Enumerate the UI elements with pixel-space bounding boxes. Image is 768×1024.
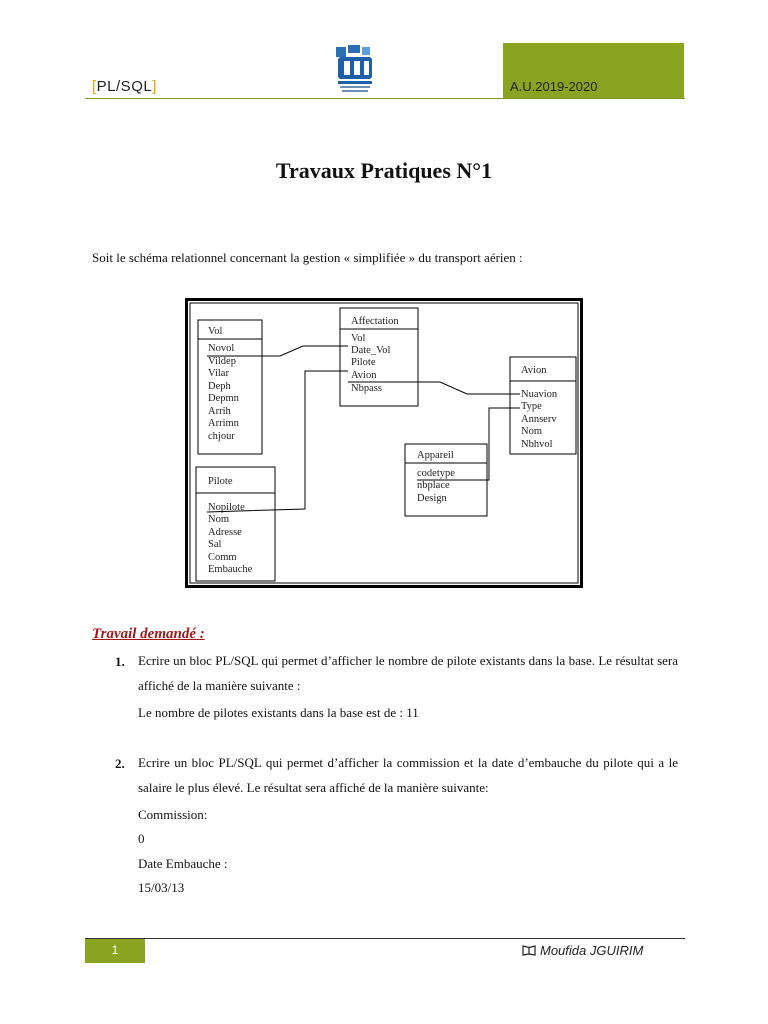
item-number: 2. [115,756,125,771]
svg-text:Nuavion: Nuavion [521,389,558,400]
section-title: Travail demandé : [92,626,205,642]
svg-text:chjour: chjour [208,431,235,442]
svg-text:Affectation: Affectation [351,316,399,327]
page-title: Travaux Pratiques N°1 [275,158,493,183]
svg-text:Nbhvol: Nbhvol [521,439,553,450]
table-affectation [340,308,418,406]
item-text: Ecrire un bloc PL/SQL qui permet d’afficher le nombre de pilote existants dans la base. Le résultat sera affiché de la manière suivante : [138,653,678,693]
svg-text:Vol: Vol [208,326,223,337]
svg-text:Comm: Comm [208,552,237,563]
table-pilote [196,467,275,581]
footer-author [522,943,643,958]
course-label: [PL/SQL] [92,78,157,95]
intro-text: Soit le schéma relationnel concernant la gestion « simplifiée » du transport aérien : [92,250,523,265]
item-output-line: 15/03/13 [138,880,185,895]
svg-text:Vilar: Vilar [208,368,229,379]
svg-text:codetype: codetype [417,468,455,479]
svg-text:Novol: Novol [208,343,235,354]
svg-text:Sal: Sal [208,539,222,550]
book-icon [522,945,536,956]
svg-text:Vildep: Vildep [208,356,236,367]
svg-text:Arrih: Arrih [208,406,231,417]
item-output-line: 0 [138,831,145,846]
author-name: Moufida JGUIRIM [540,943,644,958]
svg-text:Annserv: Annserv [521,414,557,425]
academic-year: A.U.2019-2020 [510,79,598,94]
svg-text:Embauche: Embauche [208,564,253,575]
svg-text:Pilote: Pilote [208,476,233,487]
institution-logo-icon [330,43,380,95]
relational-schema-diagram [185,298,583,588]
svg-text:Nom: Nom [208,514,229,525]
item-output-line: Commission: [138,807,208,822]
svg-text:Avion: Avion [521,365,547,376]
svg-text:Depmn: Depmn [208,393,239,404]
svg-text:Appareil: Appareil [417,450,454,461]
svg-text:Nopilote: Nopilote [208,502,245,513]
item-number: 1. [115,654,125,669]
item-output-line: Date Embauche : [138,856,228,871]
svg-text:Adresse: Adresse [208,527,242,538]
table-avion [510,357,576,454]
header-rule [85,98,685,99]
svg-text:Design: Design [417,493,447,504]
table-vol [198,320,262,454]
svg-text:Type: Type [521,401,542,412]
svg-text:Date_Vol: Date_Vol [351,345,391,356]
svg-text:Deph: Deph [208,381,231,392]
svg-text:Nbpass: Nbpass [351,383,382,394]
svg-text:Pilote: Pilote [351,357,376,368]
svg-text:Vol: Vol [351,333,366,344]
svg-text:nbplace: nbplace [417,480,450,491]
svg-text:Nom: Nom [521,426,542,437]
svg-text:Avion: Avion [351,370,377,381]
footer-rule [85,938,685,939]
page-number: 1 [111,943,119,957]
item-text: Ecrire un bloc PL/SQL qui permet d’afficher la commission et la date d’embauche du pilote qui a le salaire le plus élevé. Le résultat sera affiché de la manière suivante: [138,755,678,795]
item-output-line: Le nombre de pilotes existants dans la base est de : 11 [138,705,419,720]
svg-text:Arrimn: Arrimn [208,418,239,429]
